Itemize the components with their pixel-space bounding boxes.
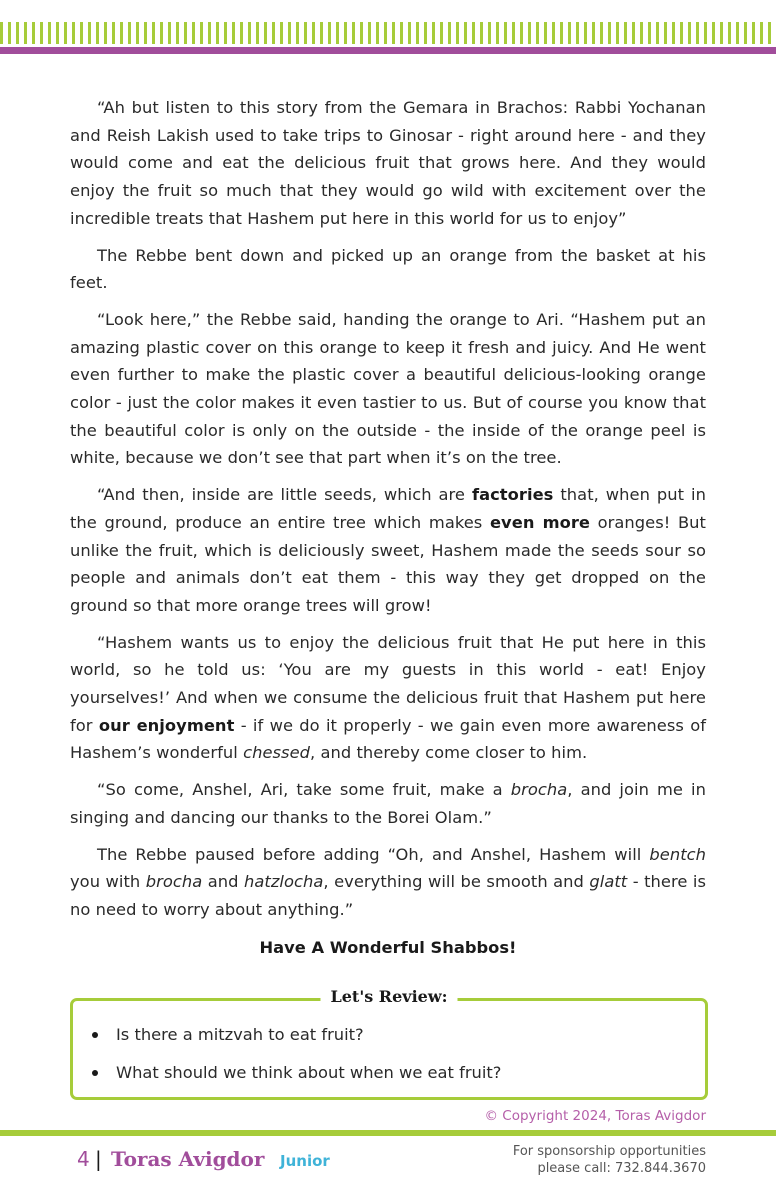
review-question-list xyxy=(90,1025,501,1101)
italic-text: brocha xyxy=(510,780,568,800)
bold-text: our enjoyment xyxy=(98,715,235,735)
text-run: , and join me in singing and dancing our thanks to the Borei Olam.” xyxy=(70,780,706,827)
bottom-rule xyxy=(0,1130,776,1136)
sponsorship-phone: please call: 732.844.3670 xyxy=(537,1161,706,1176)
top-rule xyxy=(0,47,776,54)
article-body xyxy=(70,94,706,957)
paragraph xyxy=(70,481,706,620)
top-stripe-band xyxy=(0,22,776,44)
text-run: oranges! But unlike the fruit, which is deliciously sweet, Hashem made the seeds sour so people and animals don’t eat them - this way they get dropped on the ground so that more orange trees will grow! xyxy=(70,512,706,615)
italic-text: chessed xyxy=(243,743,311,763)
paragraph xyxy=(70,629,706,768)
text-run: “And then, inside are little seeds, which are xyxy=(97,485,472,505)
italic-text: glatt xyxy=(589,872,628,892)
text-run: The Rebbe paused before adding “Oh, and Anshel, Hashem will xyxy=(97,844,650,864)
text-run: , everything will be smooth and xyxy=(323,872,590,892)
bold-text: even more xyxy=(489,512,590,532)
closing-line: Have A Wonderful Shabbos! xyxy=(259,937,517,957)
review-title: Let's Review: xyxy=(320,987,457,1006)
text-run: that, when put in the ground, produce an entire tree which makes xyxy=(70,485,706,532)
text-run: “So come, Anshel, Ari, take some fruit, make a xyxy=(97,780,511,800)
bold-text: factories xyxy=(471,485,554,505)
review-question: Is there a mitzvah to eat fruit? xyxy=(90,1025,501,1045)
review-box xyxy=(70,987,708,1100)
text-run: , and thereby come closer to him. xyxy=(310,743,588,763)
sponsorship-line: For sponsorship opportunities xyxy=(512,1144,706,1159)
text-run: “Look here,” the Rebbe said, handing the orange to Ari. “Hashem put an amazing plastic cover on this orange to keep it fresh and juicy. And He went even further to make the plastic cover a beautiful delicious-looking orange color - just the color makes it even tastier to us. But of course you know that the beautiful color is only on the outside - the inside of the orange peel is white, because we don’t see that part when it’s on the tree. xyxy=(70,309,706,468)
review-question: What should we think about when we eat fruit? xyxy=(90,1063,501,1083)
text-run: and xyxy=(202,872,244,892)
text-run: you with xyxy=(70,872,146,892)
text-run: “Ah but listen to this story from the Gemara in Brachos: Rabbi Yochanan and Reish Lakish used to take trips to Ginosar - right around here - and they would come and eat the delicious fruit that grows here. And they would enjoy the fruit so much that they would go wild with excitement over the incredible treats that Hashem put here in this world for us to enjoy” xyxy=(70,98,706,228)
paragraph xyxy=(70,242,706,297)
italic-text: bentch xyxy=(649,844,706,864)
paragraph xyxy=(70,94,706,233)
italic-text: hatzlocha xyxy=(244,872,324,892)
paragraph-list xyxy=(70,94,706,924)
brand-logo-text: Toras Avigdor xyxy=(111,1147,265,1171)
text-run: “Hashem wants us to enjoy the delicious fruit that He put here in this world, so he told us: ‘You are my guests in this world - eat! Enjoy yourselves!’ And when we consume the delicious fruit that Hashem put here for xyxy=(70,632,706,735)
text-run: The Rebbe bent down and picked up an orange from the basket at his feet. xyxy=(70,245,706,293)
page-number: 4 xyxy=(77,1147,90,1171)
italic-text: brocha xyxy=(145,872,203,892)
copyright-notice: © Copyright 2024, Toras Avigdor xyxy=(484,1108,706,1124)
footer-separator: | xyxy=(95,1147,102,1171)
paragraph xyxy=(70,776,706,831)
text-run: - if we do it properly - we gain even more awareness of Hashem’s wonderful xyxy=(70,715,706,763)
paragraph xyxy=(70,306,706,472)
paragraph xyxy=(70,841,706,924)
text-run: - there is no need to worry about anything.” xyxy=(70,872,706,919)
brand-sub-logo-text: Junior xyxy=(280,1152,330,1170)
sponsorship-info xyxy=(513,1143,706,1177)
